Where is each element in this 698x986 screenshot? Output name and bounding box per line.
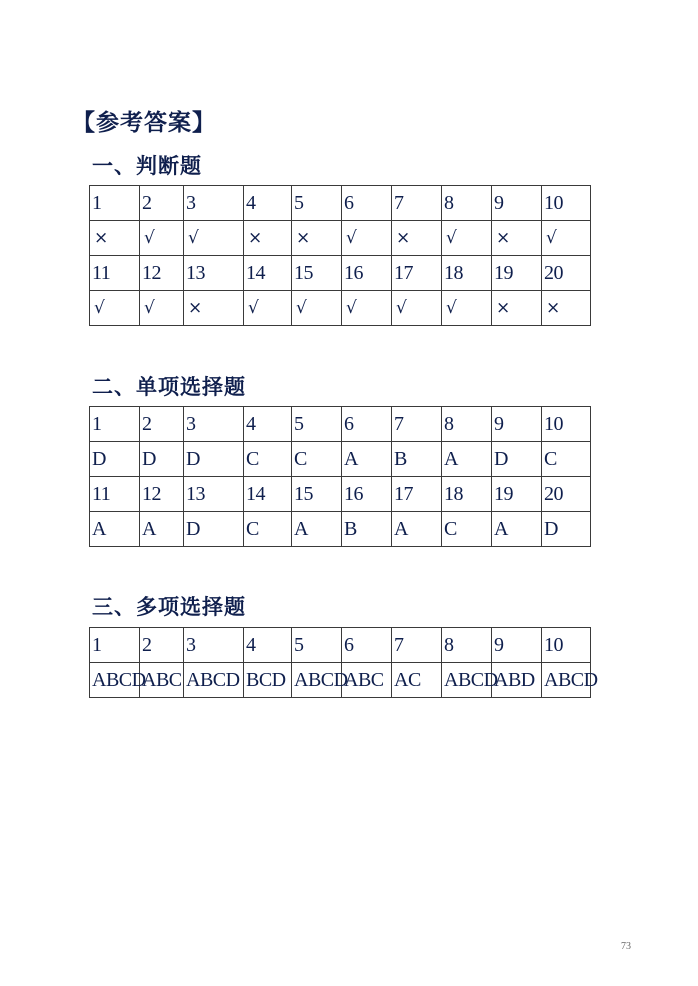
answer-cell: ABCD: [542, 663, 591, 698]
answer-cell: A: [492, 512, 542, 547]
answer-cell: D: [542, 512, 591, 547]
answer-cell: BCD: [244, 663, 292, 698]
answer-cell: D: [492, 442, 542, 477]
answer-cell: C: [442, 512, 492, 547]
answer-cell: A: [292, 512, 342, 547]
answer-cell: D: [184, 512, 244, 547]
page-number: 73: [621, 941, 631, 952]
question-number-cell: 4: [244, 186, 292, 221]
answer-cell: C: [244, 512, 292, 547]
question-number-cell: 20: [542, 477, 591, 512]
answer-cell: B: [342, 512, 392, 547]
answer-cell: ABCD: [184, 663, 244, 698]
question-number-cell: 3: [184, 628, 244, 663]
answer-cell: √: [140, 291, 184, 326]
answer-cell: √: [342, 221, 392, 256]
question-number-cell: 13: [184, 256, 244, 291]
question-number-cell: 17: [392, 256, 442, 291]
question-number-cell: 5: [292, 628, 342, 663]
answer-cell: ABCD: [90, 663, 140, 698]
question-number-cell: 1: [90, 407, 140, 442]
answer-row: [90, 512, 591, 547]
question-number-cell: 2: [140, 186, 184, 221]
question-number-cell: 4: [244, 628, 292, 663]
answer-cell: C: [542, 442, 591, 477]
answer-cell: ×: [492, 291, 542, 326]
question-number-row: [90, 186, 591, 221]
answer-cell: D: [140, 442, 184, 477]
answer-cell: ABCD: [292, 663, 342, 698]
answer-cell: √: [292, 291, 342, 326]
question-number-cell: 12: [140, 477, 184, 512]
question-number-cell: 7: [392, 186, 442, 221]
answer-cell: √: [342, 291, 392, 326]
question-number-cell: 17: [392, 477, 442, 512]
answer-cell: D: [90, 442, 140, 477]
question-number-cell: 8: [442, 186, 492, 221]
answer-cell: ABC: [342, 663, 392, 698]
question-number-cell: 7: [392, 628, 442, 663]
question-number-cell: 7: [392, 407, 442, 442]
answer-cell: ×: [492, 221, 542, 256]
question-number-cell: 16: [342, 477, 392, 512]
answer-cell: D: [184, 442, 244, 477]
question-number-cell: 8: [442, 628, 492, 663]
question-number-cell: 5: [292, 407, 342, 442]
answer-cell: ×: [244, 221, 292, 256]
question-number-row: [90, 407, 591, 442]
answer-cell: A: [442, 442, 492, 477]
answer-cell: ABC: [140, 663, 184, 698]
question-number-cell: 18: [442, 256, 492, 291]
question-number-cell: 14: [244, 477, 292, 512]
answer-cell: C: [244, 442, 292, 477]
question-number-cell: 19: [492, 256, 542, 291]
answer-cell: ABCD: [442, 663, 492, 698]
question-number-cell: 20: [542, 256, 591, 291]
answer-row: [90, 291, 591, 326]
question-number-cell: 9: [492, 186, 542, 221]
question-number-cell: 6: [342, 186, 392, 221]
section-heading-multiple-choice: 三、多项选择题: [92, 595, 246, 619]
question-number-row: [90, 628, 591, 663]
answer-cell: ×: [90, 221, 140, 256]
question-number-cell: 5: [292, 186, 342, 221]
answer-cell: √: [184, 221, 244, 256]
question-number-cell: 9: [492, 628, 542, 663]
answer-row: [90, 221, 591, 256]
question-number-cell: 16: [342, 256, 392, 291]
question-number-cell: 6: [342, 407, 392, 442]
question-number-cell: 11: [90, 256, 140, 291]
section-heading-true-false: 一、判断题: [92, 154, 202, 178]
question-number-cell: 9: [492, 407, 542, 442]
answer-cell: C: [292, 442, 342, 477]
question-number-cell: 4: [244, 407, 292, 442]
answer-cell: √: [90, 291, 140, 326]
true-false-answer-table: [89, 185, 591, 326]
question-number-cell: 8: [442, 407, 492, 442]
question-number-cell: 10: [542, 628, 591, 663]
section-heading-single-choice: 二、单项选择题: [92, 375, 246, 399]
question-number-cell: 3: [184, 407, 244, 442]
question-number-cell: 1: [90, 186, 140, 221]
question-number-cell: 15: [292, 477, 342, 512]
question-number-cell: 3: [184, 186, 244, 221]
question-number-row: [90, 477, 591, 512]
answer-cell: ABD: [492, 663, 542, 698]
question-number-cell: 2: [140, 628, 184, 663]
question-number-cell: 15: [292, 256, 342, 291]
question-number-cell: 12: [140, 256, 184, 291]
single-choice-answer-table: [89, 406, 591, 547]
answer-cell: AC: [392, 663, 442, 698]
multiple-choice-answer-table: [89, 627, 598, 698]
answer-cell: ×: [392, 221, 442, 256]
answer-cell: A: [342, 442, 392, 477]
answer-row: [90, 442, 591, 477]
answer-cell: √: [244, 291, 292, 326]
question-number-cell: 10: [542, 186, 591, 221]
answer-cell: A: [140, 512, 184, 547]
question-number-cell: 14: [244, 256, 292, 291]
answer-cell: A: [90, 512, 140, 547]
question-number-cell: 11: [90, 477, 140, 512]
question-number-cell: 10: [542, 407, 591, 442]
answer-cell: B: [392, 442, 442, 477]
answer-cell: ×: [292, 221, 342, 256]
answer-cell: √: [442, 221, 492, 256]
answer-cell: ×: [542, 291, 591, 326]
answer-row: [90, 663, 591, 698]
question-number-cell: 6: [342, 628, 392, 663]
answer-cell: √: [542, 221, 591, 256]
question-number-cell: 18: [442, 477, 492, 512]
answer-cell: √: [392, 291, 442, 326]
answer-cell: A: [392, 512, 442, 547]
question-number-cell: 19: [492, 477, 542, 512]
answer-cell: √: [442, 291, 492, 326]
question-number-cell: 1: [90, 628, 140, 663]
question-number-cell: 13: [184, 477, 244, 512]
page-title: 【参考答案】: [72, 110, 216, 136]
answer-cell: √: [140, 221, 184, 256]
question-number-cell: 2: [140, 407, 184, 442]
answer-cell: ×: [184, 291, 244, 326]
question-number-row: [90, 256, 591, 291]
